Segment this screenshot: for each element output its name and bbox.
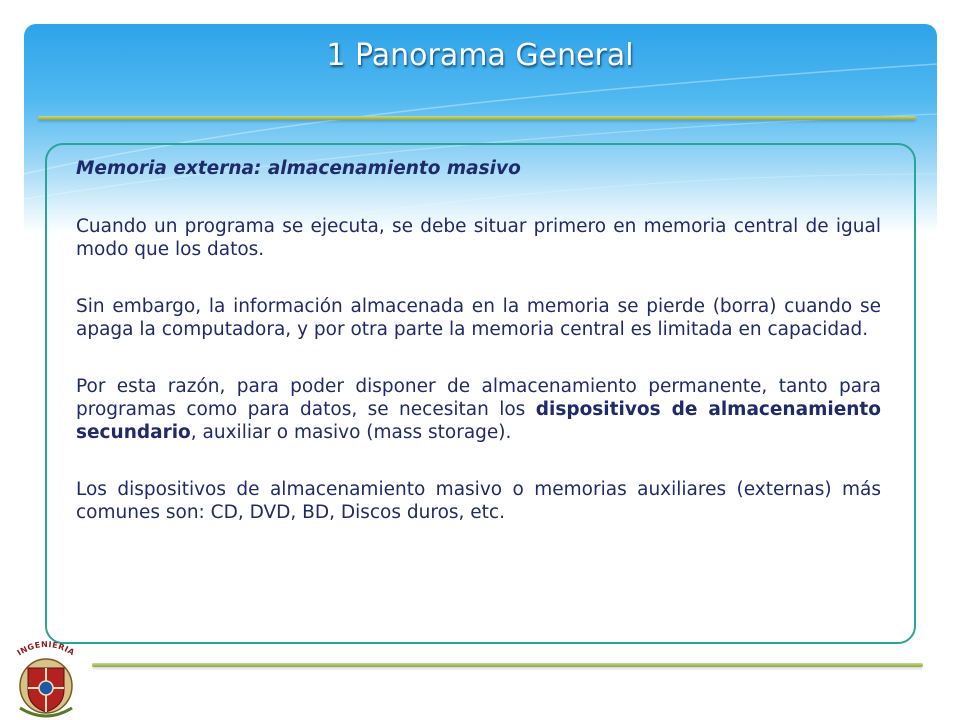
svg-text:INGENIERIA (16, 640, 77, 658)
engineering-logo (6, 634, 86, 720)
paragraph-3-start: Por esta razón, para poder disponer de almacenamiento permanente, tanto para programas como para datos, se necesitan los (76, 376, 881, 420)
faculty-of-engineering-shield-icon (6, 634, 86, 720)
paragraph-3-end: , auxiliar o masivo (mass storage). (190, 422, 512, 443)
paragraph-3-emphasis: dispositivos de almacenamiento secundario (76, 399, 881, 443)
paragraph-2: Sin embargo, la información almacenada en la memoria se pierde (borra) cuando se apaga la computadora, y por otra parte la memoria central es limitada en capacidad. (76, 296, 881, 340)
logo-text: INGENIERIA (15, 639, 77, 658)
footer-rule (92, 663, 923, 667)
title-underline (38, 116, 916, 120)
content-body (76, 157, 881, 558)
paragraph-3 (76, 375, 881, 444)
section-subtitle: Memoria externa: almacenamiento masivo (76, 158, 521, 179)
slide-title: 1 Panorama General (326, 38, 634, 73)
paragraph-4: Los dispositivos de almacenamiento masivo o memorias auxiliares (externas) más comunes son: CD, DVD, BD, Discos duros, etc. (76, 479, 881, 523)
paragraph-1: Cuando un programa se ejecuta, se debe situar primero en memoria central de igual modo que los datos. (76, 216, 881, 260)
